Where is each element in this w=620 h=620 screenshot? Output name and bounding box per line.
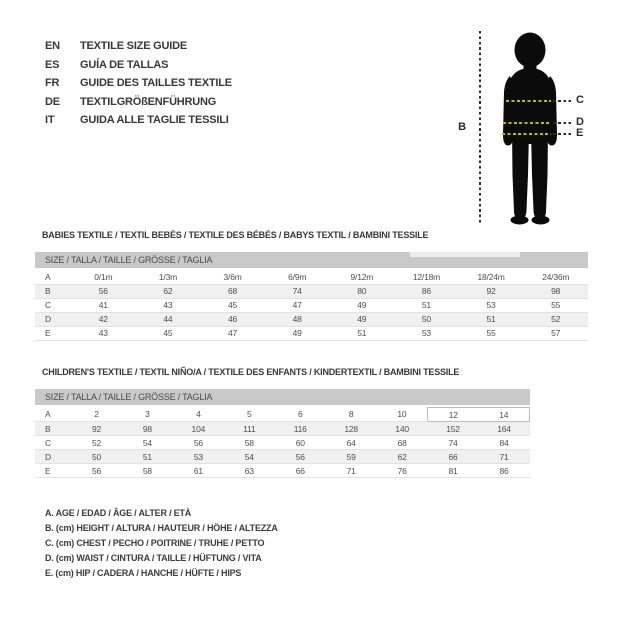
hip-measure-dashed-line [502, 133, 551, 135]
table-row [35, 464, 530, 478]
size-value-cell: 41 [71, 298, 136, 312]
size-value-cell: 4 [173, 408, 224, 422]
row-letter: A [35, 408, 71, 422]
lang-row-es [45, 56, 232, 75]
size-value-cell: 140 [377, 422, 428, 436]
hip-callout-dashed-line [553, 133, 572, 135]
row-letter: D [35, 450, 71, 464]
lang-title: TEXTILE SIZE GUIDE [80, 40, 188, 52]
size-value-cell: 12/18m [394, 270, 459, 284]
size-value-cell: 57 [523, 326, 588, 340]
size-value-cell: 51 [330, 326, 395, 340]
table-row [35, 450, 530, 464]
size-value-cell: 10 [377, 408, 428, 422]
size-value-cell: 56 [71, 464, 122, 478]
legend-age: A. AGE / EDAD / ÂGE / ALTER / ETÀ [45, 508, 192, 518]
size-value-cell: 68 [377, 436, 428, 450]
size-value-cell: 104 [173, 422, 224, 436]
child-silhouette-icon [495, 30, 565, 226]
size-value-cell: 50 [394, 312, 459, 326]
size-value-cell: 18/24m [459, 270, 524, 284]
legend-height: B. (cm) HEIGHT / ALTURA / HAUTEUR / HÖHE / ALTEZZA [45, 523, 278, 533]
size-value-cell: 43 [136, 298, 201, 312]
table-row [35, 298, 588, 312]
size-header-label: SIZE / TALLA / TAILLE / GRÖSSE / TAGLIA [45, 392, 213, 402]
table-row [35, 284, 588, 298]
size-value-cell: 50 [71, 450, 122, 464]
size-value-cell: 74 [265, 284, 330, 298]
size-value-cell: 47 [200, 326, 265, 340]
size-value-cell: 14 [479, 408, 530, 422]
waist-callout-dashed-line [553, 122, 572, 124]
height-label: B [458, 121, 466, 133]
size-value-cell: 64 [326, 436, 377, 450]
row-letter: B [35, 422, 71, 436]
size-value-cell: 0/1m [71, 270, 136, 284]
size-value-cell: 116 [275, 422, 326, 436]
size-value-cell: 76 [377, 464, 428, 478]
lang-title: GUÍA DE TALLAS [80, 58, 169, 71]
row-letter: E [35, 326, 71, 340]
legend-waist: D. (cm) WAIST / CINTURA / TAILLE / HÜFTUNG / VITA [45, 553, 262, 563]
size-value-cell: 44 [136, 312, 201, 326]
size-value-cell: 49 [330, 298, 395, 312]
size-value-cell: 61 [173, 464, 224, 478]
legend-chest: C. (cm) CHEST / PECHO / POITRINE / TRUHE / PETTO [45, 538, 265, 548]
size-value-cell: 8 [326, 408, 377, 422]
size-value-cell: 92 [71, 422, 122, 436]
size-value-cell: 43 [71, 326, 136, 340]
row-letter: C [35, 436, 71, 450]
size-header-label: SIZE / TALLA / TAILLE / GRÖSSE / TAGLIA [45, 255, 213, 265]
height-measure-dashed-line [479, 31, 481, 223]
size-value-cell: 52 [523, 312, 588, 326]
size-value-cell: 68 [200, 284, 265, 298]
size-value-cell: 56 [275, 450, 326, 464]
size-value-cell: 98 [523, 284, 588, 298]
size-value-cell: 3/6m [200, 270, 265, 284]
row-letter: D [35, 312, 71, 326]
size-value-cell: 63 [224, 464, 275, 478]
size-value-cell: 66 [275, 464, 326, 478]
lang-title: TEXTILGRÖßENFÜHRUNG [80, 95, 217, 108]
size-value-cell: 152 [428, 422, 479, 436]
size-value-cell: 62 [377, 450, 428, 464]
size-value-cell: 62 [136, 284, 201, 298]
size-value-cell: 45 [200, 298, 265, 312]
size-value-cell: 51 [122, 450, 173, 464]
size-value-cell: 49 [330, 312, 395, 326]
size-value-cell: 66 [428, 450, 479, 464]
measurement-legend [45, 506, 278, 581]
chest-callout-dashed-line [553, 100, 572, 102]
lang-code: DE [45, 95, 60, 108]
size-value-cell: 86 [394, 284, 459, 298]
babies-table-title: BABIES TEXTILE / TEXTIL BEBÉS / TEXTILE DES BÉBÉS / BABYS TEXTIL / BAMBINI TESSILE [42, 230, 429, 240]
lang-code: EN [45, 40, 60, 52]
size-value-cell: 71 [326, 464, 377, 478]
row-letter: B [35, 284, 71, 298]
table-row [35, 270, 588, 284]
size-value-cell: 45 [136, 326, 201, 340]
size-value-cell: 92 [459, 284, 524, 298]
size-value-cell: 42 [71, 312, 136, 326]
size-value-cell: 53 [459, 298, 524, 312]
size-value-cell: 1/3m [136, 270, 201, 284]
size-value-cell: 84 [479, 436, 530, 450]
children-table-title: CHILDREN'S TEXTILE / TEXTIL NIÑO/A / TEXTILE DES ENFANTS / KINDERTEXTIL / BAMBINI TESSILE [42, 367, 460, 377]
size-value-cell: 6/9m [265, 270, 330, 284]
row-letter: C [35, 298, 71, 312]
size-value-cell: 56 [71, 284, 136, 298]
size-value-cell: 51 [394, 298, 459, 312]
table-row [35, 326, 588, 340]
size-value-cell: 59 [326, 450, 377, 464]
size-value-cell: 5 [224, 408, 275, 422]
children-size-header-row [35, 389, 530, 405]
size-value-cell: 9/12m [330, 270, 395, 284]
size-value-cell: 58 [122, 464, 173, 478]
size-value-cell: 55 [523, 298, 588, 312]
size-value-cell: 47 [265, 298, 330, 312]
size-value-cell: 24/36m [523, 270, 588, 284]
babies-size-table [35, 252, 588, 341]
size-value-cell: 48 [265, 312, 330, 326]
table-row [35, 312, 588, 326]
size-value-cell: 55 [459, 326, 524, 340]
size-value-cell: 164 [479, 422, 530, 436]
size-value-cell: 54 [122, 436, 173, 450]
size-value-cell: 86 [479, 464, 530, 478]
babies-size-header-row [35, 252, 588, 268]
waist-label: D [576, 116, 584, 128]
size-value-cell: 3 [122, 408, 173, 422]
lang-title: GUIDE DES TAILLES TEXTILE [80, 77, 232, 90]
row-letter: A [35, 270, 71, 284]
lang-row-en [45, 37, 232, 56]
children-table [35, 407, 530, 478]
size-value-cell: 46 [200, 312, 265, 326]
lang-row-fr [45, 74, 232, 93]
size-value-cell: 111 [224, 422, 275, 436]
chest-label: C [576, 94, 584, 106]
legend-hip: E. (cm) HIP / CADERA / HANCHE / HÜFTE / HIPS [45, 568, 242, 578]
header-white-artifact [410, 252, 520, 257]
chest-measure-dashed-line [506, 100, 551, 102]
hip-label: E [576, 127, 584, 139]
size-value-cell: 81 [428, 464, 479, 478]
size-value-cell: 51 [459, 312, 524, 326]
lang-code: FR [45, 77, 60, 90]
size-value-cell: 12 [428, 408, 479, 422]
size-value-cell: 60 [275, 436, 326, 450]
table-row [35, 422, 530, 436]
size-value-cell: 6 [275, 408, 326, 422]
babies-table [35, 270, 588, 341]
size-value-cell: 54 [224, 450, 275, 464]
size-value-cell: 74 [428, 436, 479, 450]
size-value-cell: 80 [330, 284, 395, 298]
lang-code: ES [45, 58, 60, 71]
size-value-cell: 53 [394, 326, 459, 340]
size-value-cell: 128 [326, 422, 377, 436]
size-value-cell: 52 [71, 436, 122, 450]
size-value-cell: 56 [173, 436, 224, 450]
size-value-cell: 58 [224, 436, 275, 450]
lang-title: GUIDA ALLE TAGLIE TESSILI [80, 114, 229, 127]
language-title-list [45, 37, 232, 130]
row-letter: E [35, 464, 71, 478]
lang-row-it [45, 111, 232, 130]
size-value-cell: 53 [173, 450, 224, 464]
size-value-cell: 71 [479, 450, 530, 464]
size-value-cell: 49 [265, 326, 330, 340]
lang-code: IT [45, 114, 55, 127]
table-row [35, 436, 530, 450]
lang-row-de [45, 93, 232, 112]
children-size-table [35, 389, 530, 478]
size-value-cell: 98 [122, 422, 173, 436]
waist-measure-dashed-line [503, 122, 551, 124]
table-row [35, 408, 530, 422]
size-value-cell: 2 [71, 408, 122, 422]
